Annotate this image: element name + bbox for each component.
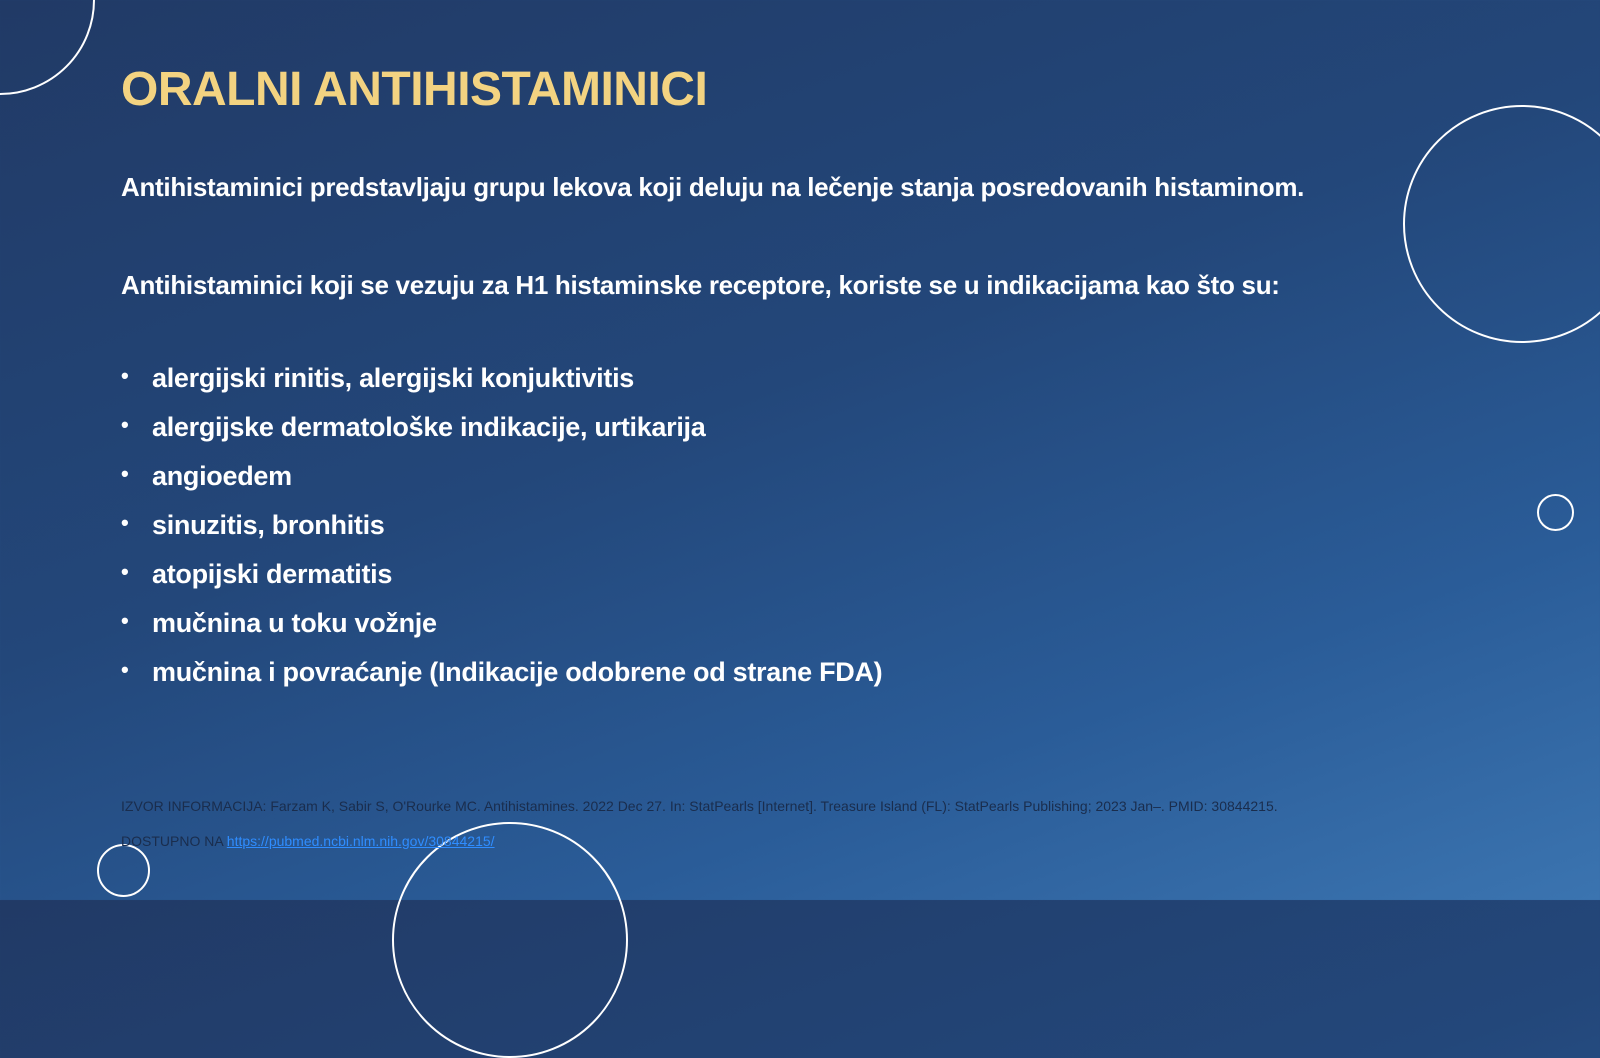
list-item xyxy=(121,559,882,608)
bullet-icon: • xyxy=(121,461,129,486)
available-label: DOSTUPNO NA xyxy=(121,833,223,849)
list-item-text: mučnina i povraćanje (Indikacije odobrene od strane FDA) xyxy=(152,657,883,687)
list-item-text: alergijski rinitis, alergijski konjuktivitis xyxy=(152,363,634,393)
intro-paragraph: Antihistaminici predstavljaju grupu lekova koji deluju na lečenje stanja posredovanih histaminom. xyxy=(121,172,1305,202)
decorative-circle xyxy=(97,844,150,897)
bullet-icon: • xyxy=(121,412,129,437)
bullet-icon: • xyxy=(121,559,129,584)
decorative-circle xyxy=(1403,105,1600,343)
pubmed-link[interactable]: https://pubmed.ncbi.nlm.nih.gov/30844215/ xyxy=(226,833,495,849)
indications-paragraph: Antihistaminici koji se vezuju za H1 histaminske receptore, koriste se u indikacijama kao što su: xyxy=(121,270,1280,300)
list-item xyxy=(121,608,882,657)
list-item xyxy=(121,363,882,412)
list-item-text: atopijski dermatitis xyxy=(152,559,393,589)
list-item xyxy=(121,657,882,706)
list-item-text: sinuzitis, bronhitis xyxy=(152,510,385,540)
slide-title: ORALNI ANTIHISTAMINICI xyxy=(121,63,708,116)
list-item-text: mučnina u toku vožnje xyxy=(152,608,437,638)
bullet-icon: • xyxy=(121,657,129,682)
decorative-circle xyxy=(0,0,95,95)
decorative-circle xyxy=(1537,494,1574,531)
bullet-icon: • xyxy=(121,510,129,535)
list-item-text: angioedem xyxy=(152,461,292,491)
bullet-icon: • xyxy=(121,363,129,388)
source-availability xyxy=(121,833,495,849)
list-item-text: alergijske dermatološke indikacije, urtikarija xyxy=(152,412,706,442)
list-item xyxy=(121,412,882,461)
decorative-circle xyxy=(392,822,628,1058)
source-citation: IZVOR INFORMACIJA: Farzam K, Sabir S, O'Rourke MC. Antihistamines. 2022 Dec 27. In: StatPearls [Internet]. Treasure Island (FL): StatPearls Publishing; 2023 Jan–. PMID: 30844215. xyxy=(121,798,1278,814)
indications-list xyxy=(121,363,882,706)
list-item xyxy=(121,510,882,559)
list-item xyxy=(121,461,882,510)
bullet-icon: • xyxy=(121,608,129,633)
